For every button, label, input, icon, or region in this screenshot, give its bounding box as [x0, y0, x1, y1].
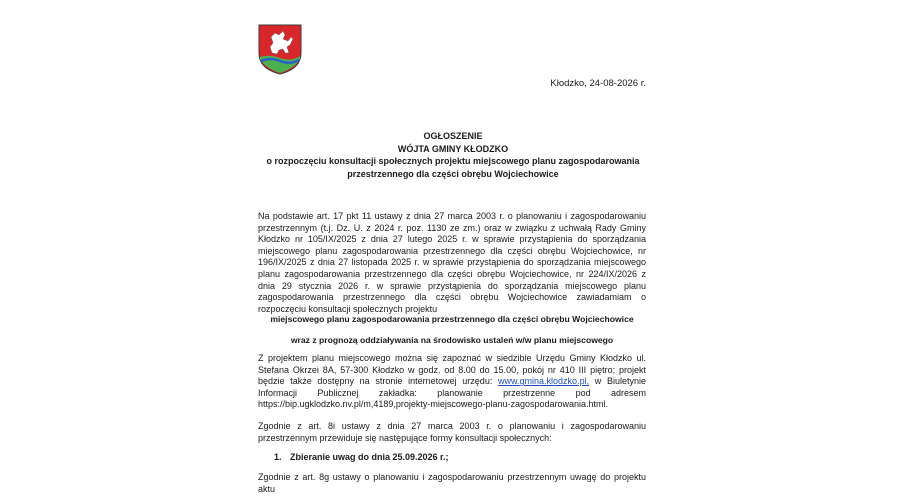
heading-subject-line2: przestrzennego dla części obrębu Wojciechowice: [347, 168, 559, 179]
paragraph-where-to-view-part1: Z projektem planu miejscowego można się zapoznać w siedzibie Urzędu Gminy Kłodzko ul. Stefana Okrzei 8A, 57-300 Kłodzko w godz. od 8.00 do 15.00, pokój nr 410 III piętro; projekt będzie także dostępny na stronie internetowej urzędu:: [258, 353, 646, 387]
list-item-text: Zbieranie uwag do dnia 25.09.2026 r.;: [290, 452, 449, 462]
announcement-heading: [258, 130, 648, 180]
website-link[interactable]: www.gmina.klodzko.pl,: [498, 376, 590, 387]
place-and-date: Kłodzko, 24-08-2026 r.: [550, 78, 646, 89]
forecast-bold: wraz z prognozą oddziaływania na środowisko ustaleń w/w planu miejscowego: [290, 335, 614, 345]
list-item-number: 1.: [274, 452, 282, 462]
heading-title: OGŁOSZENIE: [423, 131, 483, 141]
heading-subject-line1: o rozpoczęciu konsultacji społecznych projektu miejscowego planu zagospodarowania: [266, 156, 640, 166]
list-item: [274, 452, 449, 462]
paragraph-consultation-forms: Zgodnie z art. 8i ustawy z dnia 27 marca 2003 r. o planowaniu i zagospodarowaniu przestrzennym przewiduje się następujące formy konsultacji społecznych:: [258, 421, 646, 443]
plan-name-bold: miejscowego planu zagospodarowania przestrzennego dla części obrębu Wojciechowice: [270, 314, 634, 324]
coat-of-arms-icon: [257, 23, 303, 75]
paragraph-legal-basis: Na podstawie art. 17 pkt 11 ustawy z dnia 27 marca 2003 r. o planowaniu i zagospodarowaniu przestrzennym (t.j. Dz. U. z 2024 r. poz. 1130 ze zm.) oraz w związku z uchwałą Rady Gminy Kłodzko nr 105/IX/2025 z dnia 27 lutego 2025 r. w sprawie przystąpienia do sporządzania miejscowego planu zagospodarowania przestrzennego dla części obrębu Wojciechowice, nr 196/IX/2025 z dnia 27 listopada 2025 r. w sprawie przystąpienia do sporządzania miejscowego planu zagospodarowania przestrzennego dla części obrębu Wojciechowice, nr 224/IX/2026 z dnia 29 stycznia 2026 r. w sprawie przystąpienia do sporządzania miejscowego planu zagospodarowania przestrzennego dla części obrębu Wojciechowice zawiadamiam o rozpoczęciu konsultacji społecznych projektu: [258, 211, 646, 314]
paragraph-where-to-view-part2: w Biuletynie Informacji Publicznej zakładka: planowanie przestrzenne pod adresem https://bip.ugklodzko.nv.pl/m,4189,projekty-miejscowego-planu-zagospodarowania.html.: [258, 376, 646, 410]
paragraph-where-to-view: [258, 353, 646, 411]
heading-issuer: WÓJTA GMINY KŁODZKO: [397, 143, 509, 154]
paragraph-remarks: Zgodnie z art. 8g ustawy o planowaniu i zagospodarowaniu przestrzennym uwagę do projektu aktu: [258, 472, 646, 494]
